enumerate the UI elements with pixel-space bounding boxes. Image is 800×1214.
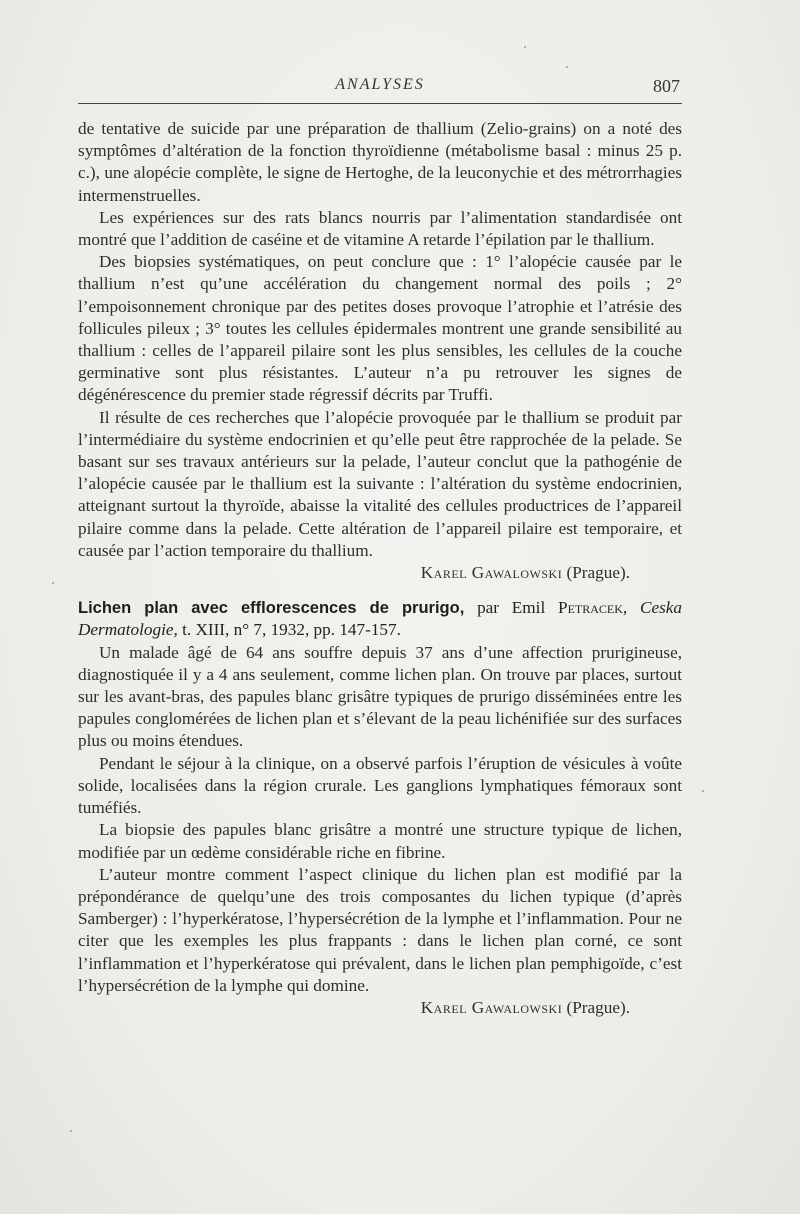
header-rule [78, 103, 682, 104]
page-body [78, 118, 682, 1019]
article1-signature-place: (Prague). [566, 563, 630, 583]
page-header [78, 74, 682, 104]
article2-citation: t. XIII, n° 7, 1932, pp. 147-157. [182, 620, 401, 640]
article2-paragraph-1: Un malade âgé de 64 ans souffre depuis 37 ans d’une affection prurigineuse, diagnostiquée il y a 4 ans seulement, comme lichen plan. On trouve par places, surtout sur les avant-bras, des papules blanc grisâtre typiques de prurigo disséminées entre les papules conglomérées de lichen plan et s’élevant de la peau lichénifiée sur des surfaces plus ou moins étendues. [78, 642, 682, 751]
running-title: ANALYSES [335, 76, 425, 93]
article2-signature-place: (Prague). [566, 997, 630, 1017]
article2-signature-name: Karel Gawalowski [420, 997, 563, 1017]
article1-paragraph-1: de tentative de suicide par une préparation de thallium (Zelio-grains) on a noté des symptômes d’altération de la fonction thyroïdienne (métabolisme basal : minus 25 p. c.), une alopécie complète, le signe de Hertoghe, de la leuconychie et des métrorrhagies intermenstruelles. [78, 119, 682, 205]
article2-journal: Ceska Dermatologie, [78, 598, 682, 640]
article1-paragraph-2: Les expériences sur des rats blancs nourris par l’alimentation standardisée ont montré que l’addition de caséine et de vitamine A retarde l’épilation par le thallium. [78, 207, 682, 250]
article2-signature [78, 997, 682, 1019]
paper-speck [524, 46, 526, 48]
paper-speck [70, 1130, 72, 1132]
article2-author: Petracek, [558, 598, 628, 618]
paper-speck [702, 790, 704, 792]
article2-title: Lichen plan avec efflorescences de prurigo, [78, 599, 465, 618]
article2-paragraph-2: Pendant le séjour à la clinique, on a observé parfois l’éruption de vésicules à voûte solide, localisées dans la région crurale. Les ganglions lymphatiques fémoraux sont tuméfiés. [78, 753, 682, 818]
article1-paragraph-4: Il résulte de ces recherches que l’alopécie provoquée par le thallium se produit par l’intermédiaire du système endocrinien et qu’elle peut être rapprochée de la pelade. Se basant sur ses travaux antérieurs sur la pelade, l’auteur conclut que la pathogénie de l’alopécie causée par le thallium est la suivante : l’altération du système endocrinien, atteignant surtout la thyroïde, abaisse la vitalité des cellules productrices de l’appareil pilaire comme dans la pelade. Cette altération de l’appareil pilaire est temporaire, et causée par l’action temporaire du thallium. [78, 407, 682, 560]
article1-signature-name: Karel Gawalowski [420, 563, 563, 583]
article2-by: par Emil [477, 598, 546, 618]
page-number: 807 [653, 76, 680, 96]
article1-signature [78, 562, 682, 584]
article2-heading [78, 597, 682, 641]
article2-paragraph-4: L’auteur montre comment l’aspect clinique du lichen plan est modifié par la prépondérance de quelqu’une des trois composantes du lichen typique (d’après Samberger) : l’hyperkératose, l’hypersécrétion de la lymphe et l’inflammation. Pour ne citer que les exemples les plus frappants : dans le lichen plan corné, ce sont l’inflammation et l’hyperkératose qui prévalent, dans le lichen plan pemphigoïde, c’est l’hypersécrétion de la lymphe qui domine. [78, 864, 682, 995]
article2-paragraph-3: La biopsie des papules blanc grisâtre a montré une structure typique de lichen, modifiée par un œdème considérable riche en fibrine. [78, 820, 682, 862]
paper-speck [52, 582, 54, 584]
paper-speck [566, 66, 568, 68]
article1-paragraph-3: Des biopsies systématiques, on peut conclure que : 1° l’alopécie causée par le thallium n’est qu’une accélération du changement normal des poils ; 2° l’empoisonnement chronique par des petites doses provoque l’atrophie et l’atrésie des follicules pileux ; 3° toutes les cellules épidermales montrent une grande sensibilité au thallium : celles de l’appareil pilaire sont les plus sensibles, les cellules de la couche germinative sont plus résistantes. L’auteur n’a pu retrouver les signes de dégénérescence du premier stade régressif décrits par Truffi. [78, 252, 682, 405]
